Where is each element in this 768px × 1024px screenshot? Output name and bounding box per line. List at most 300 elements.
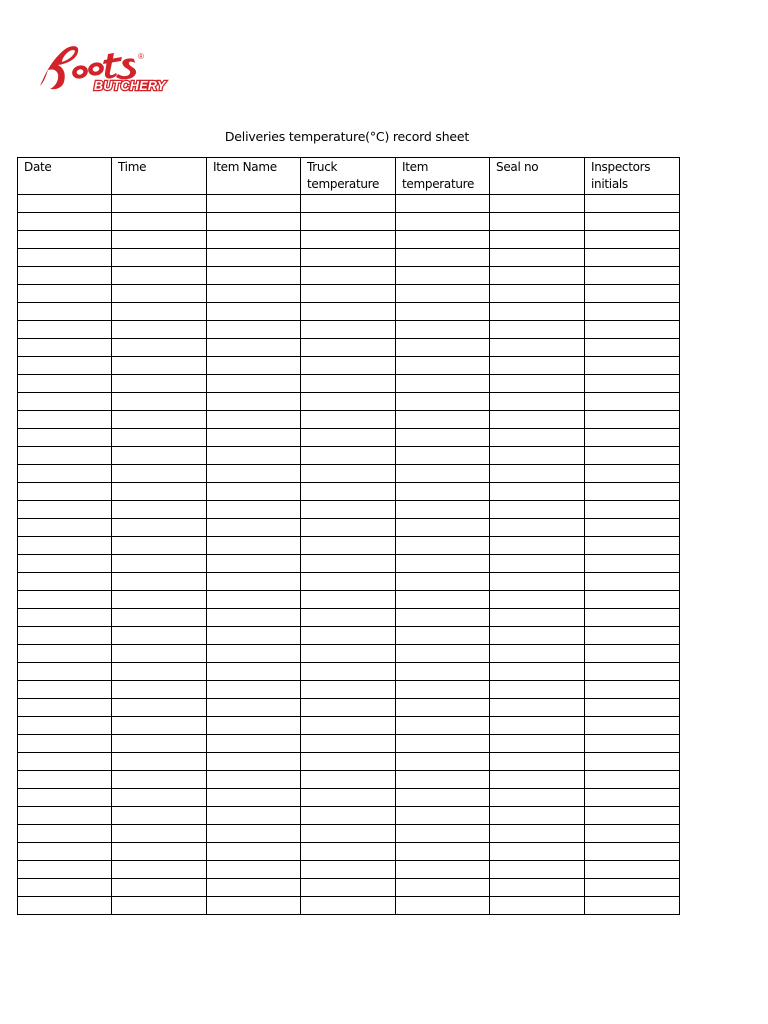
table-cell[interactable] [585, 465, 680, 483]
table-cell[interactable] [301, 447, 396, 465]
table-cell[interactable] [396, 213, 490, 231]
table-cell[interactable] [112, 213, 207, 231]
table-cell[interactable] [396, 411, 490, 429]
table-cell[interactable] [207, 321, 301, 339]
table-cell[interactable] [585, 645, 680, 663]
table-row [18, 519, 680, 537]
table-cell[interactable] [490, 753, 585, 771]
table-cell[interactable] [112, 897, 207, 915]
table-cell[interactable] [301, 573, 396, 591]
column-header [585, 158, 680, 195]
table-cell[interactable] [490, 807, 585, 825]
table-cell[interactable] [112, 573, 207, 591]
table-cell[interactable] [301, 645, 396, 663]
table-cell[interactable] [112, 555, 207, 573]
table-cell[interactable] [112, 699, 207, 717]
table-cell[interactable] [301, 825, 396, 843]
table-cell[interactable] [112, 519, 207, 537]
table-cell[interactable] [112, 375, 207, 393]
table-cell[interactable] [18, 663, 112, 681]
table-cell[interactable] [396, 591, 490, 609]
table-cell[interactable] [396, 861, 490, 879]
table-cell[interactable] [490, 717, 585, 735]
table-cell[interactable] [396, 627, 490, 645]
table-cell[interactable] [585, 771, 680, 789]
table-row [18, 789, 680, 807]
table-cell[interactable] [585, 303, 680, 321]
table-cell[interactable] [18, 879, 112, 897]
table-cell[interactable] [396, 429, 490, 447]
table-cell[interactable] [396, 375, 490, 393]
table-cell[interactable] [585, 483, 680, 501]
table-cell[interactable] [490, 375, 585, 393]
table-cell[interactable] [396, 357, 490, 375]
table-cell[interactable] [585, 663, 680, 681]
table-cell[interactable] [301, 663, 396, 681]
table-cell[interactable] [207, 681, 301, 699]
table-row [18, 537, 680, 555]
column-header [396, 158, 490, 195]
table-cell[interactable] [301, 303, 396, 321]
table-cell[interactable] [490, 537, 585, 555]
table-cell[interactable] [207, 339, 301, 357]
table-cell[interactable] [585, 591, 680, 609]
table-cell[interactable] [207, 663, 301, 681]
table-cell[interactable] [396, 393, 490, 411]
table-cell[interactable] [18, 321, 112, 339]
table-cell[interactable] [585, 861, 680, 879]
table-cell[interactable] [490, 861, 585, 879]
table-cell[interactable] [585, 375, 680, 393]
table-cell[interactable] [396, 789, 490, 807]
table-cell[interactable] [301, 465, 396, 483]
table-cell[interactable] [301, 249, 396, 267]
table-cell[interactable] [112, 231, 207, 249]
table-cell[interactable] [301, 735, 396, 753]
table-cell[interactable] [112, 339, 207, 357]
table-cell[interactable] [490, 267, 585, 285]
table-cell[interactable] [301, 321, 396, 339]
table-cell[interactable] [396, 771, 490, 789]
table-cell[interactable] [585, 393, 680, 411]
table-cell[interactable] [490, 447, 585, 465]
table-cell[interactable] [18, 501, 112, 519]
table-cell[interactable] [490, 879, 585, 897]
table-cell[interactable] [490, 825, 585, 843]
table-cell[interactable] [301, 429, 396, 447]
table-cell[interactable] [207, 501, 301, 519]
table-cell[interactable] [585, 609, 680, 627]
table-cell[interactable] [207, 609, 301, 627]
table-row [18, 213, 680, 231]
table-cell[interactable] [207, 537, 301, 555]
table-cell[interactable] [18, 753, 112, 771]
table-cell[interactable] [207, 645, 301, 663]
table-cell[interactable] [396, 249, 490, 267]
table-cell[interactable] [396, 753, 490, 771]
table-cell[interactable] [396, 447, 490, 465]
table-cell[interactable] [396, 501, 490, 519]
table-cell[interactable] [112, 681, 207, 699]
table-cell[interactable] [18, 195, 112, 213]
table-cell[interactable] [18, 357, 112, 375]
document-title: Deliveries temperature(°C) record sheet [224, 129, 470, 144]
table-cell[interactable] [396, 339, 490, 357]
table-cell[interactable] [18, 825, 112, 843]
column-header [112, 158, 207, 195]
table-cell[interactable] [112, 591, 207, 609]
table-row [18, 735, 680, 753]
table-cell[interactable] [585, 627, 680, 645]
table-cell[interactable] [207, 429, 301, 447]
table-cell[interactable] [207, 285, 301, 303]
table-cell[interactable] [396, 285, 490, 303]
table-cell[interactable] [112, 717, 207, 735]
table-cell[interactable] [490, 771, 585, 789]
table-cell[interactable] [490, 501, 585, 519]
table-cell[interactable] [490, 681, 585, 699]
table-cell[interactable] [207, 519, 301, 537]
table-cell[interactable] [207, 555, 301, 573]
table-cell[interactable] [490, 627, 585, 645]
table-cell[interactable] [396, 483, 490, 501]
table-cell[interactable] [396, 573, 490, 591]
table-cell[interactable] [301, 501, 396, 519]
table-cell[interactable] [207, 771, 301, 789]
table-cell[interactable] [490, 699, 585, 717]
table-cell[interactable] [112, 285, 207, 303]
table-cell[interactable] [207, 303, 301, 321]
table-cell[interactable] [207, 447, 301, 465]
table-cell[interactable] [207, 699, 301, 717]
table-cell[interactable] [112, 861, 207, 879]
table-row [18, 393, 680, 411]
table-cell[interactable] [585, 681, 680, 699]
table-cell[interactable] [18, 573, 112, 591]
table-cell[interactable] [112, 735, 207, 753]
table-cell[interactable] [112, 627, 207, 645]
table-cell[interactable] [112, 429, 207, 447]
table-cell[interactable] [207, 393, 301, 411]
table-cell[interactable] [112, 303, 207, 321]
table-cell[interactable] [112, 879, 207, 897]
table-cell[interactable] [490, 645, 585, 663]
table-cell[interactable] [18, 861, 112, 879]
table-cell[interactable] [301, 627, 396, 645]
table-cell[interactable] [18, 447, 112, 465]
table-cell[interactable] [207, 807, 301, 825]
table-cell[interactable] [18, 519, 112, 537]
table-cell[interactable] [396, 537, 490, 555]
table-cell[interactable] [396, 465, 490, 483]
table-cell[interactable] [112, 249, 207, 267]
table-cell[interactable] [301, 879, 396, 897]
table-cell[interactable] [18, 609, 112, 627]
column-header [301, 158, 396, 195]
table-cell[interactable] [18, 411, 112, 429]
table-cell[interactable] [585, 411, 680, 429]
table-cell[interactable] [301, 483, 396, 501]
table-cell[interactable] [490, 465, 585, 483]
table-cell[interactable] [490, 735, 585, 753]
table-cell[interactable] [18, 393, 112, 411]
table-cell[interactable] [112, 843, 207, 861]
table-cell[interactable] [301, 285, 396, 303]
column-header-text: temperature [402, 177, 475, 191]
table-cell[interactable] [490, 897, 585, 915]
column-header-text: Time [118, 160, 147, 174]
table-cell[interactable] [301, 555, 396, 573]
table-cell[interactable] [301, 213, 396, 231]
table-row [18, 663, 680, 681]
table-cell[interactable] [112, 771, 207, 789]
table-cell[interactable] [301, 771, 396, 789]
table-cell[interactable] [18, 375, 112, 393]
table-cell[interactable] [301, 807, 396, 825]
table-cell[interactable] [585, 753, 680, 771]
table-cell[interactable] [396, 681, 490, 699]
table-cell[interactable] [396, 825, 490, 843]
table-cell[interactable] [585, 843, 680, 861]
table-cell[interactable] [396, 555, 490, 573]
table-cell[interactable] [585, 213, 680, 231]
table-cell[interactable] [490, 357, 585, 375]
table-cell[interactable] [585, 429, 680, 447]
table-cell[interactable] [490, 429, 585, 447]
table-cell[interactable] [585, 321, 680, 339]
table-cell[interactable] [585, 825, 680, 843]
table-cell[interactable] [112, 483, 207, 501]
table-cell[interactable] [490, 789, 585, 807]
table-cell[interactable] [301, 537, 396, 555]
table-cell[interactable] [301, 591, 396, 609]
table-cell[interactable] [301, 339, 396, 357]
table-cell[interactable] [490, 195, 585, 213]
table-cell[interactable] [585, 195, 680, 213]
column-header-text: Inspectors [591, 160, 651, 174]
table-cell[interactable] [18, 465, 112, 483]
table-cell[interactable] [18, 339, 112, 357]
table-cell[interactable] [207, 195, 301, 213]
table-cell[interactable] [490, 231, 585, 249]
table-cell[interactable] [490, 843, 585, 861]
table-cell[interactable] [301, 897, 396, 915]
table-cell[interactable] [112, 357, 207, 375]
column-header-text: Truck [307, 160, 338, 174]
table-cell[interactable] [490, 213, 585, 231]
table-cell[interactable] [301, 843, 396, 861]
table-cell[interactable] [490, 411, 585, 429]
table-cell[interactable] [396, 195, 490, 213]
table-cell[interactable] [585, 573, 680, 591]
table-cell[interactable] [207, 231, 301, 249]
table-cell[interactable] [301, 789, 396, 807]
table-cell[interactable] [207, 897, 301, 915]
table-row [18, 321, 680, 339]
table-cell[interactable] [207, 627, 301, 645]
table-cell[interactable] [18, 429, 112, 447]
table-cell[interactable] [18, 735, 112, 753]
table-cell[interactable] [585, 285, 680, 303]
table-cell[interactable] [207, 843, 301, 861]
table-cell[interactable] [18, 591, 112, 609]
table-cell[interactable] [18, 771, 112, 789]
table-cell[interactable] [301, 375, 396, 393]
table-cell[interactable] [18, 807, 112, 825]
table-cell[interactable] [396, 735, 490, 753]
column-header-text: Date [24, 160, 52, 174]
table-cell[interactable] [585, 699, 680, 717]
table-cell[interactable] [585, 231, 680, 249]
table-cell[interactable] [301, 699, 396, 717]
table-cell[interactable] [207, 789, 301, 807]
table-cell[interactable] [396, 231, 490, 249]
table-cell[interactable] [18, 231, 112, 249]
table-cell[interactable] [18, 699, 112, 717]
table-cell[interactable] [490, 339, 585, 357]
table-cell[interactable] [301, 861, 396, 879]
table-cell[interactable] [18, 645, 112, 663]
table-cell[interactable] [207, 573, 301, 591]
table-cell[interactable] [585, 519, 680, 537]
table-cell[interactable] [396, 717, 490, 735]
table-cell[interactable] [112, 411, 207, 429]
table-cell[interactable] [207, 753, 301, 771]
table-cell[interactable] [490, 591, 585, 609]
table-cell[interactable] [490, 555, 585, 573]
table-cell[interactable] [396, 699, 490, 717]
table-cell[interactable] [207, 249, 301, 267]
table-cell[interactable] [18, 555, 112, 573]
table-cell[interactable] [585, 807, 680, 825]
table-cell[interactable] [301, 393, 396, 411]
table-cell[interactable] [18, 249, 112, 267]
table-cell[interactable] [112, 321, 207, 339]
table-cell[interactable] [490, 663, 585, 681]
table-cell[interactable] [18, 717, 112, 735]
table-cell[interactable] [396, 897, 490, 915]
table-cell[interactable] [490, 303, 585, 321]
table-cell[interactable] [490, 285, 585, 303]
table-cell[interactable] [396, 303, 490, 321]
table-cell[interactable] [18, 267, 112, 285]
table-cell[interactable] [18, 627, 112, 645]
table-cell[interactable] [207, 213, 301, 231]
table-cell[interactable] [207, 735, 301, 753]
table-cell[interactable] [112, 393, 207, 411]
table-cell[interactable] [396, 267, 490, 285]
table-cell[interactable] [585, 537, 680, 555]
table-cell[interactable] [207, 861, 301, 879]
table-cell[interactable] [301, 519, 396, 537]
table-cell[interactable] [112, 465, 207, 483]
table-cell[interactable] [207, 825, 301, 843]
table-cell[interactable] [585, 735, 680, 753]
table-cell[interactable] [18, 789, 112, 807]
table-cell[interactable] [585, 789, 680, 807]
table-cell[interactable] [112, 537, 207, 555]
table-cell[interactable] [585, 447, 680, 465]
table-cell[interactable] [396, 843, 490, 861]
table-cell[interactable] [396, 609, 490, 627]
table-cell[interactable] [490, 573, 585, 591]
table-cell[interactable] [490, 393, 585, 411]
table-cell[interactable] [396, 879, 490, 897]
table-cell[interactable] [207, 591, 301, 609]
table-cell[interactable] [112, 447, 207, 465]
table-cell[interactable] [490, 519, 585, 537]
table-cell[interactable] [18, 681, 112, 699]
table-cell[interactable] [301, 357, 396, 375]
table-cell[interactable] [396, 321, 490, 339]
table-cell[interactable] [207, 375, 301, 393]
table-cell[interactable] [585, 357, 680, 375]
table-cell[interactable] [18, 537, 112, 555]
table-cell[interactable] [585, 717, 680, 735]
table-cell[interactable] [18, 483, 112, 501]
table-cell[interactable] [18, 303, 112, 321]
table-cell[interactable] [112, 195, 207, 213]
table-cell[interactable] [112, 663, 207, 681]
table-cell[interactable] [112, 753, 207, 771]
table-cell[interactable] [301, 717, 396, 735]
table-cell[interactable] [301, 411, 396, 429]
table-cell[interactable] [490, 321, 585, 339]
table-cell[interactable] [112, 645, 207, 663]
table-cell[interactable] [207, 483, 301, 501]
table-cell[interactable] [112, 825, 207, 843]
table-cell[interactable] [585, 879, 680, 897]
column-header-text: initials [591, 177, 628, 191]
table-cell[interactable] [490, 609, 585, 627]
table-cell[interactable] [396, 663, 490, 681]
table-cell[interactable] [490, 483, 585, 501]
table-cell[interactable] [396, 807, 490, 825]
table-cell[interactable] [396, 645, 490, 663]
column-header-text: Item Name [213, 160, 277, 174]
table-cell[interactable] [207, 267, 301, 285]
table-cell[interactable] [207, 717, 301, 735]
table-cell[interactable] [207, 879, 301, 897]
table-cell[interactable] [112, 807, 207, 825]
table-cell[interactable] [207, 465, 301, 483]
table-cell[interactable] [301, 609, 396, 627]
table-cell[interactable] [585, 339, 680, 357]
table-cell[interactable] [207, 357, 301, 375]
table-cell[interactable] [301, 195, 396, 213]
table-cell[interactable] [301, 681, 396, 699]
table-cell[interactable] [112, 609, 207, 627]
table-cell[interactable] [585, 249, 680, 267]
table-cell[interactable] [207, 411, 301, 429]
table-cell[interactable] [301, 753, 396, 771]
table-cell[interactable] [18, 843, 112, 861]
table-cell[interactable] [18, 213, 112, 231]
table-cell[interactable] [396, 519, 490, 537]
table-cell[interactable] [18, 897, 112, 915]
table-cell[interactable] [585, 555, 680, 573]
table-cell[interactable] [585, 897, 680, 915]
table-cell[interactable] [112, 267, 207, 285]
table-cell[interactable] [112, 789, 207, 807]
table-cell[interactable] [585, 267, 680, 285]
table-cell[interactable] [490, 249, 585, 267]
table-cell[interactable] [301, 267, 396, 285]
table-cell[interactable] [112, 501, 207, 519]
table-cell[interactable] [585, 501, 680, 519]
table-cell[interactable] [301, 231, 396, 249]
table-cell[interactable] [18, 285, 112, 303]
